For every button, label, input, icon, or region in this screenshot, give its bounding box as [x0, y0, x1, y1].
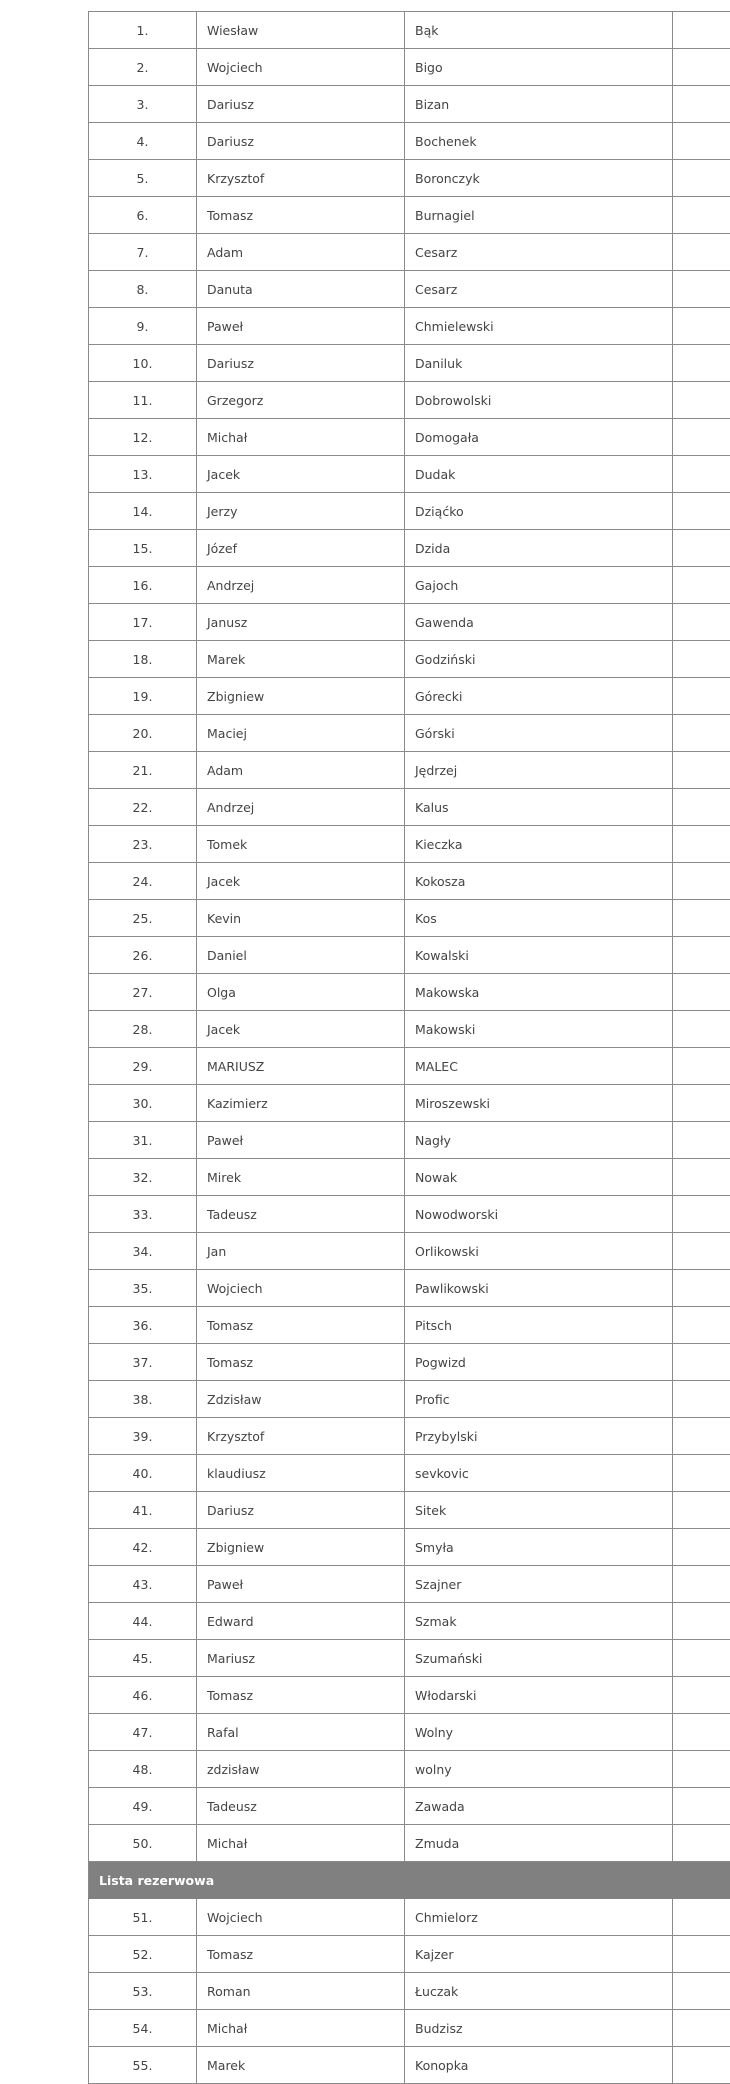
last-name: Makowski: [405, 1011, 673, 1048]
empty-cell: [673, 1973, 730, 2010]
first-name: Grzegorz: [197, 382, 405, 419]
last-name: Burnagiel: [405, 197, 673, 234]
empty-cell: [673, 1529, 730, 1566]
empty-cell: [673, 1196, 730, 1233]
first-name: Krzysztof: [197, 1418, 405, 1455]
row-number: 9.: [89, 308, 197, 345]
row-number: 54.: [89, 2010, 197, 2047]
last-name: Bąk: [405, 12, 673, 49]
empty-cell: [673, 900, 730, 937]
table-row: [89, 715, 730, 752]
row-number: 21.: [89, 752, 197, 789]
last-name: Sitek: [405, 1492, 673, 1529]
table-row: [89, 308, 730, 345]
first-name: Michał: [197, 419, 405, 456]
empty-cell: [673, 1011, 730, 1048]
table-row: [89, 1381, 730, 1418]
last-name: Pitsch: [405, 1307, 673, 1344]
last-name: Nagły: [405, 1122, 673, 1159]
last-name: Górecki: [405, 678, 673, 715]
row-number: 45.: [89, 1640, 197, 1677]
empty-cell: [673, 1825, 730, 1862]
table-row: [89, 641, 730, 678]
first-name: Tadeusz: [197, 1196, 405, 1233]
empty-cell: [673, 1048, 730, 1085]
first-name: Paweł: [197, 1122, 405, 1159]
first-name: Zdzisław: [197, 1381, 405, 1418]
first-name: Tomasz: [197, 1307, 405, 1344]
first-name: Marek: [197, 2047, 405, 2084]
empty-cell: [673, 1603, 730, 1640]
empty-cell: [673, 1788, 730, 1825]
table-row: [89, 1085, 730, 1122]
table-row: [89, 12, 730, 49]
last-name: wolny: [405, 1751, 673, 1788]
first-name: Edward: [197, 1603, 405, 1640]
table-row: [89, 1640, 730, 1677]
last-name: Włodarski: [405, 1677, 673, 1714]
last-name: Konopka: [405, 2047, 673, 2084]
empty-cell: [673, 715, 730, 752]
last-name: Bigo: [405, 49, 673, 86]
empty-cell: [673, 567, 730, 604]
row-number: 35.: [89, 1270, 197, 1307]
table-row: [89, 2047, 730, 2084]
last-name: Domogała: [405, 419, 673, 456]
last-name: Daniluk: [405, 345, 673, 382]
row-number: 50.: [89, 1825, 197, 1862]
row-number: 4.: [89, 123, 197, 160]
last-name: MALEC: [405, 1048, 673, 1085]
first-name: Tomasz: [197, 1344, 405, 1381]
empty-cell: [673, 1344, 730, 1381]
last-name: Kieczka: [405, 826, 673, 863]
last-name: Dobrowolski: [405, 382, 673, 419]
table-row: [89, 1677, 730, 1714]
empty-cell: [673, 1233, 730, 1270]
empty-cell: [673, 1381, 730, 1418]
table-row: [89, 530, 730, 567]
table-row: [89, 1973, 730, 2010]
empty-cell: [673, 382, 730, 419]
last-name: Chmielewski: [405, 308, 673, 345]
table-row: [89, 1788, 730, 1825]
empty-cell: [673, 1566, 730, 1603]
table-row: [89, 2010, 730, 2047]
row-number: 40.: [89, 1455, 197, 1492]
table-row: [89, 234, 730, 271]
row-number: 29.: [89, 1048, 197, 1085]
last-name: Gajoch: [405, 567, 673, 604]
table-row: [89, 271, 730, 308]
row-number: 53.: [89, 1973, 197, 2010]
first-name: Janusz: [197, 604, 405, 641]
last-name: Miroszewski: [405, 1085, 673, 1122]
empty-cell: [673, 752, 730, 789]
empty-cell: [673, 1714, 730, 1751]
first-name: Dariusz: [197, 1492, 405, 1529]
first-name: Józef: [197, 530, 405, 567]
first-name: Tomasz: [197, 197, 405, 234]
first-name: Zbigniew: [197, 1529, 405, 1566]
table-row: [89, 1751, 730, 1788]
empty-cell: [673, 1751, 730, 1788]
first-name: Dariusz: [197, 123, 405, 160]
last-name: Szmak: [405, 1603, 673, 1640]
first-name: Tomasz: [197, 1936, 405, 1973]
row-number: 18.: [89, 641, 197, 678]
reserve-list-body: [89, 1899, 730, 2084]
row-number: 27.: [89, 974, 197, 1011]
table-row: [89, 1122, 730, 1159]
first-name: Adam: [197, 752, 405, 789]
table-row: [89, 1418, 730, 1455]
empty-cell: [673, 826, 730, 863]
row-number: 33.: [89, 1196, 197, 1233]
last-name: Kajzer: [405, 1936, 673, 1973]
last-name: Wolny: [405, 1714, 673, 1751]
last-name: Kowalski: [405, 937, 673, 974]
table-row: [89, 382, 730, 419]
last-name: Górski: [405, 715, 673, 752]
first-name: Marek: [197, 641, 405, 678]
row-number: 49.: [89, 1788, 197, 1825]
empty-cell: [673, 493, 730, 530]
last-name: Jędrzej: [405, 752, 673, 789]
row-number: 15.: [89, 530, 197, 567]
first-name: Daniel: [197, 937, 405, 974]
table-row: [89, 1492, 730, 1529]
row-number: 7.: [89, 234, 197, 271]
first-name: Jacek: [197, 1011, 405, 1048]
empty-cell: [673, 974, 730, 1011]
empty-cell: [673, 789, 730, 826]
last-name: Kokosza: [405, 863, 673, 900]
row-number: 51.: [89, 1899, 197, 1936]
empty-cell: [673, 1677, 730, 1714]
participants-table: [88, 11, 730, 2084]
first-name: Mariusz: [197, 1640, 405, 1677]
row-number: 32.: [89, 1159, 197, 1196]
empty-cell: [673, 2010, 730, 2047]
row-number: 3.: [89, 86, 197, 123]
row-number: 17.: [89, 604, 197, 641]
row-number: 23.: [89, 826, 197, 863]
first-name: Michał: [197, 2010, 405, 2047]
row-number: 24.: [89, 863, 197, 900]
last-name: Dudak: [405, 456, 673, 493]
row-number: 28.: [89, 1011, 197, 1048]
last-name: Zawada: [405, 1788, 673, 1825]
row-number: 48.: [89, 1751, 197, 1788]
row-number: 25.: [89, 900, 197, 937]
table-row: [89, 752, 730, 789]
row-number: 52.: [89, 1936, 197, 1973]
first-name: Kevin: [197, 900, 405, 937]
table-row: [89, 1566, 730, 1603]
first-name: Olga: [197, 974, 405, 1011]
last-name: Łuczak: [405, 1973, 673, 2010]
first-name: Paweł: [197, 1566, 405, 1603]
empty-cell: [673, 234, 730, 271]
empty-cell: [673, 456, 730, 493]
row-number: 16.: [89, 567, 197, 604]
last-name: Bizan: [405, 86, 673, 123]
first-name: Wojciech: [197, 1899, 405, 1936]
last-name: Boronczyk: [405, 160, 673, 197]
empty-cell: [673, 197, 730, 234]
participants-table-wrapper: [88, 11, 730, 2084]
last-name: Profic: [405, 1381, 673, 1418]
last-name: Szajner: [405, 1566, 673, 1603]
last-name: Szumański: [405, 1640, 673, 1677]
last-name: Pogwizd: [405, 1344, 673, 1381]
table-row: [89, 197, 730, 234]
row-number: 2.: [89, 49, 197, 86]
first-name: Roman: [197, 1973, 405, 2010]
table-row: [89, 900, 730, 937]
empty-cell: [673, 678, 730, 715]
first-name: MARIUSZ: [197, 1048, 405, 1085]
first-name: Rafal: [197, 1714, 405, 1751]
first-name: Tomasz: [197, 1677, 405, 1714]
table-row: [89, 1159, 730, 1196]
row-number: 22.: [89, 789, 197, 826]
table-row: [89, 937, 730, 974]
row-number: 37.: [89, 1344, 197, 1381]
empty-cell: [673, 1455, 730, 1492]
row-number: 34.: [89, 1233, 197, 1270]
first-name: Michał: [197, 1825, 405, 1862]
row-number: 42.: [89, 1529, 197, 1566]
empty-cell: [673, 604, 730, 641]
table-row: [89, 567, 730, 604]
row-number: 46.: [89, 1677, 197, 1714]
empty-cell: [673, 419, 730, 456]
table-row: [89, 678, 730, 715]
table-row: [89, 1455, 730, 1492]
first-name: Kazimierz: [197, 1085, 405, 1122]
first-name: Maciej: [197, 715, 405, 752]
first-name: Tomek: [197, 826, 405, 863]
last-name: Kalus: [405, 789, 673, 826]
table-row: [89, 1344, 730, 1381]
empty-cell: [673, 160, 730, 197]
table-row: [89, 1196, 730, 1233]
first-name: Dariusz: [197, 86, 405, 123]
row-number: 19.: [89, 678, 197, 715]
empty-cell: [673, 49, 730, 86]
table-row: [89, 160, 730, 197]
reserve-list-header: Lista rezerwowa: [89, 1862, 730, 1899]
first-name: klaudiusz: [197, 1455, 405, 1492]
last-name: Nowodworski: [405, 1196, 673, 1233]
row-number: 44.: [89, 1603, 197, 1640]
last-name: Smyła: [405, 1529, 673, 1566]
table-row: [89, 86, 730, 123]
empty-cell: [673, 1270, 730, 1307]
last-name: Nowak: [405, 1159, 673, 1196]
empty-cell: [673, 1122, 730, 1159]
last-name: Makowska: [405, 974, 673, 1011]
first-name: Wojciech: [197, 49, 405, 86]
empty-cell: [673, 937, 730, 974]
row-number: 41.: [89, 1492, 197, 1529]
table-row: [89, 1011, 730, 1048]
last-name: Kos: [405, 900, 673, 937]
first-name: Adam: [197, 234, 405, 271]
last-name: Dziąćko: [405, 493, 673, 530]
row-number: 26.: [89, 937, 197, 974]
empty-cell: [673, 123, 730, 160]
table-row: [89, 1048, 730, 1085]
last-name: Orlikowski: [405, 1233, 673, 1270]
first-name: Paweł: [197, 308, 405, 345]
row-number: 1.: [89, 12, 197, 49]
table-row: [89, 1603, 730, 1640]
empty-cell: [673, 1307, 730, 1344]
last-name: Zmuda: [405, 1825, 673, 1862]
last-name: Przybylski: [405, 1418, 673, 1455]
table-row: [89, 789, 730, 826]
first-name: Andrzej: [197, 789, 405, 826]
row-number: 43.: [89, 1566, 197, 1603]
last-name: Bochenek: [405, 123, 673, 160]
table-row: [89, 493, 730, 530]
table-row: [89, 826, 730, 863]
row-number: 11.: [89, 382, 197, 419]
table-row: [89, 604, 730, 641]
table-row: [89, 1270, 730, 1307]
empty-cell: [673, 1492, 730, 1529]
first-name: Andrzej: [197, 567, 405, 604]
empty-cell: [673, 1418, 730, 1455]
reserve-list-header-row: [89, 1862, 730, 1899]
table-row: [89, 1936, 730, 1973]
empty-cell: [673, 1899, 730, 1936]
first-name: Dariusz: [197, 345, 405, 382]
table-row: [89, 1233, 730, 1270]
row-number: 6.: [89, 197, 197, 234]
empty-cell: [673, 308, 730, 345]
row-number: 38.: [89, 1381, 197, 1418]
table-row: [89, 345, 730, 382]
first-name: Zbigniew: [197, 678, 405, 715]
main-list-body: [89, 12, 730, 1862]
last-name: Cesarz: [405, 234, 673, 271]
table-row: [89, 1714, 730, 1751]
table-row: [89, 1825, 730, 1862]
last-name: Cesarz: [405, 271, 673, 308]
first-name: Jacek: [197, 456, 405, 493]
table-row: [89, 974, 730, 1011]
empty-cell: [673, 86, 730, 123]
first-name: Jacek: [197, 863, 405, 900]
first-name: Jan: [197, 1233, 405, 1270]
row-number: 14.: [89, 493, 197, 530]
row-number: 8.: [89, 271, 197, 308]
table-row: [89, 863, 730, 900]
reserve-section: [89, 1862, 730, 1899]
empty-cell: [673, 271, 730, 308]
last-name: Godziński: [405, 641, 673, 678]
table-row: [89, 1529, 730, 1566]
row-number: 55.: [89, 2047, 197, 2084]
row-number: 30.: [89, 1085, 197, 1122]
last-name: Pawlikowski: [405, 1270, 673, 1307]
row-number: 12.: [89, 419, 197, 456]
empty-cell: [673, 1085, 730, 1122]
last-name: Chmielorz: [405, 1899, 673, 1936]
empty-cell: [673, 345, 730, 382]
first-name: zdzisław: [197, 1751, 405, 1788]
empty-cell: [673, 1640, 730, 1677]
first-name: Mirek: [197, 1159, 405, 1196]
first-name: Danuta: [197, 271, 405, 308]
first-name: Jerzy: [197, 493, 405, 530]
empty-cell: [673, 863, 730, 900]
table-row: [89, 49, 730, 86]
last-name: Dzida: [405, 530, 673, 567]
table-row: [89, 123, 730, 160]
first-name: Wiesław: [197, 12, 405, 49]
row-number: 47.: [89, 1714, 197, 1751]
last-name: Budzisz: [405, 2010, 673, 2047]
row-number: 5.: [89, 160, 197, 197]
row-number: 36.: [89, 1307, 197, 1344]
empty-cell: [673, 12, 730, 49]
first-name: Wojciech: [197, 1270, 405, 1307]
last-name: sevkovic: [405, 1455, 673, 1492]
empty-cell: [673, 530, 730, 567]
table-row: [89, 1899, 730, 1936]
table-row: [89, 419, 730, 456]
row-number: 20.: [89, 715, 197, 752]
first-name: Tadeusz: [197, 1788, 405, 1825]
row-number: 13.: [89, 456, 197, 493]
empty-cell: [673, 2047, 730, 2084]
last-name: Gawenda: [405, 604, 673, 641]
empty-cell: [673, 1936, 730, 1973]
row-number: 39.: [89, 1418, 197, 1455]
empty-cell: [673, 641, 730, 678]
row-number: 10.: [89, 345, 197, 382]
row-number: 31.: [89, 1122, 197, 1159]
empty-cell: [673, 1159, 730, 1196]
first-name: Krzysztof: [197, 160, 405, 197]
table-row: [89, 456, 730, 493]
table-row: [89, 1307, 730, 1344]
